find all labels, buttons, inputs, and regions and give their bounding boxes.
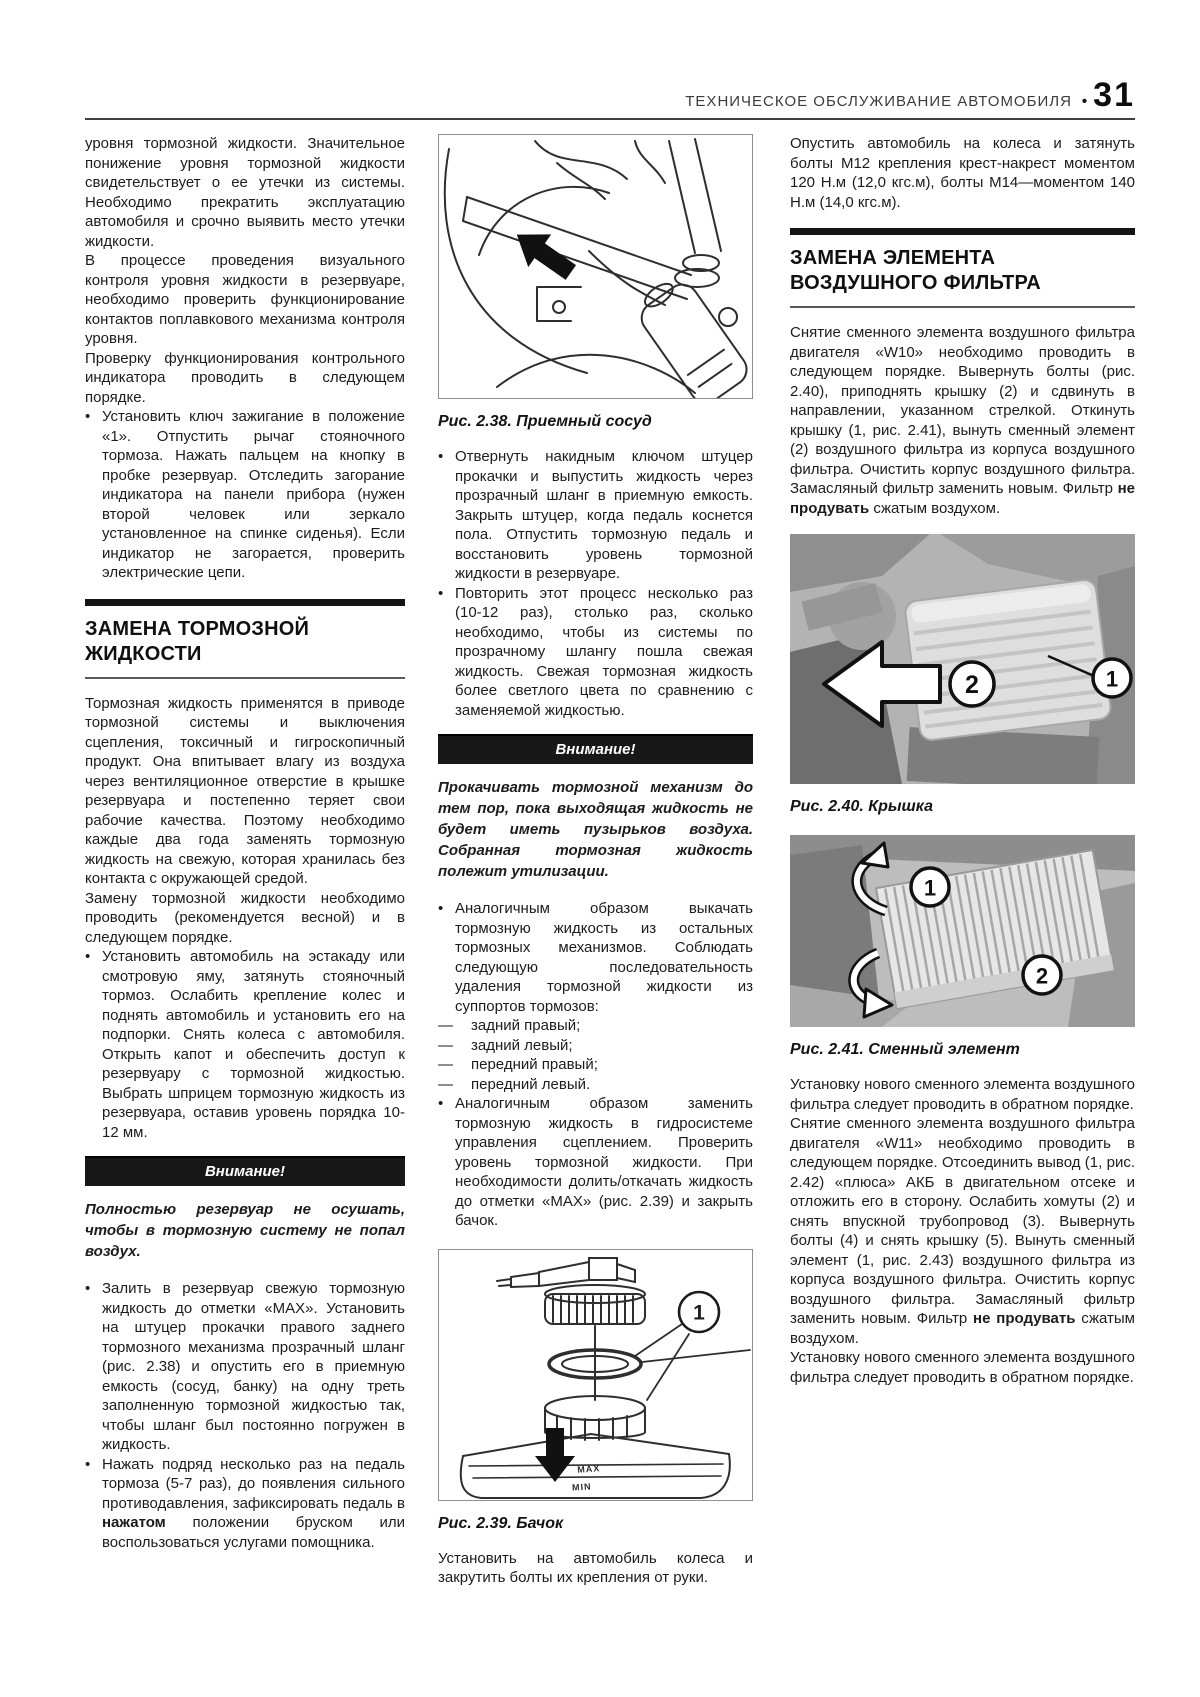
bold-inline: не продувать bbox=[790, 480, 1135, 517]
paragraph: Проверку функционирования контрольного индикатора проводить в следующем порядке. bbox=[85, 349, 405, 406]
sequence-text: передний левый. bbox=[471, 1075, 591, 1093]
bullet-text-part: Нажать подряд несколько раз на педаль тормоза (5-7 раз), до появления сильного противодавления, зафиксировать педаль в bbox=[102, 1455, 405, 1512]
bullet-item bbox=[438, 899, 753, 1016]
dash-marker: — bbox=[438, 1056, 453, 1073]
bullet-marker: • bbox=[85, 1455, 91, 1473]
column-left bbox=[85, 134, 405, 1552]
page-header bbox=[85, 0, 1135, 112]
paragraph: Установку нового сменного элемента воздушного фильтра следует проводить в обратном порядке. bbox=[790, 1349, 1135, 1386]
svg-text:2: 2 bbox=[1035, 963, 1049, 989]
warning-text: Прокачивать тормозной механизм до тем пор, пока выходящая жидкость не будет иметь пузырьков воздуха. Собранная тормозная жидкость полежит утилизации. bbox=[438, 779, 753, 880]
callout-1-badge bbox=[679, 1292, 719, 1332]
sequence-text: передний правый; bbox=[471, 1056, 598, 1073]
section-heading: ВОЗДУШНОГО ФИЛЬТРА bbox=[790, 272, 1041, 294]
arrow-up-left bbox=[505, 218, 582, 289]
arrow-down bbox=[535, 1428, 575, 1482]
callout-2-badge bbox=[1023, 956, 1061, 994]
dash-marker: — bbox=[438, 1036, 453, 1054]
sequence-item bbox=[438, 1036, 753, 1056]
paragraph-part: сжатым воздухом. bbox=[790, 1310, 1135, 1347]
sequence-text: задний правый; bbox=[471, 1017, 581, 1034]
sequence-text: задний левый; bbox=[471, 1036, 573, 1054]
dash-marker: — bbox=[438, 1075, 453, 1093]
paragraph: Установку нового сменного элемента воздушного фильтра следует проводить в обратном порядке. bbox=[790, 1076, 1135, 1113]
paragraph: Установить на автомобиль колеса и закрутить болты их крепления от руки. bbox=[438, 1549, 753, 1586]
section-heading: ЗАМЕНА ЭЛЕМЕНТА bbox=[790, 247, 996, 269]
fig-2-38-drawing bbox=[439, 135, 752, 398]
max-mark: MAX bbox=[576, 1462, 601, 1475]
bullet-marker: • bbox=[85, 1280, 91, 1297]
bullet-marker: • bbox=[438, 1095, 444, 1112]
section-air-filter bbox=[790, 228, 1135, 308]
figure-caption: Рис. 2.40. Крышка bbox=[790, 798, 933, 815]
paragraph-part: Снятие сменного элемента воздушного фильтра двигателя «W10» необходимо проводить в следующем порядке. Вывернуть болты (рис. 2.40), приподнять крышку (2) и сдвинуть в направлении, указанном стрелкой. Откинуть крышку (1, рис. 2.41), вынуть сменный элемент (2) воздушного фильтра из корпуса воздушного фильтра. Очистить корпус воздушного фильтра. Замасляный фильтр заменить новым. Фильтр bbox=[790, 324, 1135, 497]
bold-inline: нажатом bbox=[102, 1514, 166, 1531]
bullet-marker: • bbox=[85, 408, 91, 425]
bullet-text: Аналогичным образом заменить тормозную жидкость в гидросистеме управления сцеплением. Проверить уровень тормозной жидкости. При необходимости долить/откачать жидкость до отметки «MAX» (рис. 2.39) и закрыть бачок. bbox=[455, 1095, 753, 1229]
paragraph: Опустить автомобиль на колеса и затянуть болты М12 крепления крест-накрест моментом 120 Н.м (12,0 кгс.м), болты М14—моментом 140 Н.м (14,0 кгс.м). bbox=[790, 135, 1135, 211]
bullet-item bbox=[438, 584, 753, 721]
sequence-item bbox=[438, 1055, 753, 1075]
bullet-text: Установить автомобиль на эстакаду или смотровую яму, затянуть стояночный тормоз. Ослабить крепление колес и поднять автомобиль и установить его на подпорки. Снять колеса с автомобиля. Открыть капот и обеспечить доступ к резервуару с тормозной жидкостью. Выбрать шприцем тормозную жидкость из резервуара, оставив уровень порядка 10-12 мм. bbox=[102, 948, 405, 1141]
heading-underline bbox=[85, 677, 405, 679]
paragraph bbox=[790, 1114, 1135, 1348]
paragraph-part: Снятие сменного элемента воздушного фильтра двигателя «W11» необходимо проводить в следующем порядке. Отсоединить вывод (1, рис. 2.42) «плюса» АКБ в двигательном отсеке и отложить его в сторону. Ослабить хомуты (2) и снять впускной трубопровод (3). Вывернуть болты (4) и снять крышку (5). Вынуть сменный элемент (1, рис. 2.43) воздушного фильтра из корпуса воздушного фильтра. Очистить корпус воздушного фильтра. Замасляный фильтр заменить новым. Фильтр bbox=[790, 1115, 1135, 1327]
figure-2-38 bbox=[438, 134, 753, 399]
callout-1-badge bbox=[911, 868, 949, 906]
callout-1-badge bbox=[1093, 659, 1131, 697]
dash-marker: — bbox=[438, 1017, 453, 1034]
figure-2-40 bbox=[790, 534, 1135, 784]
bullet-item bbox=[438, 1094, 753, 1231]
paragraph: Замену тормозной жидкости необходимо проводить (рекомендуется весной) и в следующем порядке. bbox=[85, 889, 405, 946]
bullet-item bbox=[85, 1279, 405, 1455]
svg-text:1: 1 bbox=[693, 1301, 705, 1324]
bullet-item bbox=[85, 947, 405, 1142]
paragraph: уровня тормозной жидкости. Значительное понижение уровня тормозной жидкости свидетельствует о ее утечки из системы. Необходимо прекратить эксплуатацию автомобиля и срочно выявить место утечки жидкости. bbox=[85, 135, 405, 250]
fig-2-41-photo bbox=[790, 835, 1135, 1027]
paragraph: Тормозная жидкость применятся в приводе тормозной системы и выключения сцепления, токсичный и гигроскопичный продукт. Она впитывает влагу из воздуха через вентиляционное отверстие в крышке резервуара и постепенно теряет свои рабочие качества. Поэтому необходимо каждые два года заменять тормозную жидкость на свежую, которая хранилась без контакта с окружающей средой. bbox=[85, 694, 405, 887]
section-heading: ЗАМЕНА ТОРМОЗНОЙ bbox=[85, 617, 310, 640]
page-header-title: ТЕХНИЧЕСКОЕ ОБСЛУЖИВАНИЕ АВТОМОБИЛЯ bbox=[685, 93, 1072, 110]
bullet-text bbox=[102, 1455, 405, 1553]
bullet-text-part: положении бруском или воспользоваться услугами помощника. bbox=[102, 1514, 405, 1551]
bullet-item bbox=[85, 1455, 405, 1553]
bullet-text: Отвернуть накидным ключом штуцер прокачки и выпустить жидкость через прозрачный шланг в приемную емкость. Закрыть штуцер, когда педаль коснется пола. Отпустить тормозную педаль и восстановить уровень тормозной жидкости в резервуаре. bbox=[455, 448, 753, 582]
heading-underline bbox=[790, 306, 1135, 308]
paragraph-part: сжатым воздухом. bbox=[869, 499, 1001, 517]
figure-caption: Рис. 2.41. Сменный элемент bbox=[790, 1041, 1020, 1058]
section-brake-fluid bbox=[85, 599, 405, 679]
bullet-text: Аналогичным образом выкачать тормозную жидкость из остальных тормозных механизмов. Соблюдать следующую последовательность удаления тормозной жидкости из суппортов тормозов: bbox=[455, 900, 753, 1015]
paragraph bbox=[790, 323, 1135, 518]
bullet-marker: • bbox=[85, 948, 91, 965]
figure-caption: Рис. 2.38. Приемный сосуд bbox=[438, 413, 652, 430]
bullet-text: Повторить этот процесс несколько раз (10-12 раз), столько раз, сколько необходимо, чтобы из системы по прозрачному шлангу пошла свежая жидкость. Свежая тормозная жидкость более светлого цвета по сравнению с заменяемой жидкостью. bbox=[455, 584, 753, 719]
warning-text: Полностью резервуар не осушать, чтобы в тормозную систему не попал воздух. bbox=[85, 1201, 405, 1260]
svg-text:1: 1 bbox=[923, 875, 937, 901]
heading-bar bbox=[790, 228, 1135, 235]
bullet-marker: • bbox=[438, 448, 444, 465]
column-middle bbox=[438, 134, 753, 1588]
bullet-text: Залить в резервуар свежую тормозную жидкость до отметки «MAX». Установить на штуцер прокачки правого заднего тормозного механизма прозрачный шланг (рис. 2.38) и опустить его в приемную емкость (сосуд, банку) на одну треть заполненную тормозной жидкостью так, чтобы шланг был постоянно погружен в жидкость. bbox=[102, 1280, 405, 1453]
page-number: 31 bbox=[1093, 76, 1135, 114]
callout-2-badge bbox=[950, 662, 994, 706]
attention-banner: Внимание! bbox=[438, 734, 753, 764]
bullet-marker: • bbox=[438, 900, 444, 917]
attention-banner: Внимание! bbox=[85, 1156, 405, 1186]
svg-text:1: 1 bbox=[1105, 666, 1119, 692]
bullet-text: Установить ключ зажигание в положение «1». Отпустить рычаг стояночного тормоза. Нажать пальцем на кнопку в пробке резервуар. Отследить загорание индикатора на панели прибора (нужен второй человек или зеркало установленное на спинке сиденья). Если индикатор не загорается, проверить электрические цепи. bbox=[102, 408, 405, 581]
fig-2-39-drawing bbox=[439, 1250, 752, 1500]
figure-2-39 bbox=[438, 1249, 753, 1501]
figure-2-41 bbox=[790, 835, 1135, 1027]
section-heading: ЖИДКОСТИ bbox=[85, 642, 202, 665]
column-right bbox=[790, 134, 1135, 1387]
bullet-marker: • bbox=[438, 584, 444, 602]
bold-inline: не продувать bbox=[973, 1310, 1076, 1327]
header-rule bbox=[85, 118, 1135, 120]
bullet-item bbox=[438, 447, 753, 584]
svg-text:2: 2 bbox=[965, 671, 979, 699]
sequence-item bbox=[438, 1016, 753, 1036]
content-columns bbox=[85, 134, 1135, 1588]
min-mark: MIN bbox=[571, 1480, 592, 1493]
paragraph: В процессе проведения визуального контроля уровня жидкости в резервуаре, необходимо проверить функционирование контактов поплавкового механизма контроля уровня. bbox=[85, 252, 405, 347]
bullet-item bbox=[85, 407, 405, 583]
heading-bar bbox=[85, 599, 405, 606]
header-separator-dot: • bbox=[1081, 93, 1088, 110]
sequence-item bbox=[438, 1075, 753, 1095]
figure-caption: Рис. 2.39. Бачок bbox=[438, 1514, 564, 1532]
fig-2-40-photo bbox=[790, 534, 1135, 784]
